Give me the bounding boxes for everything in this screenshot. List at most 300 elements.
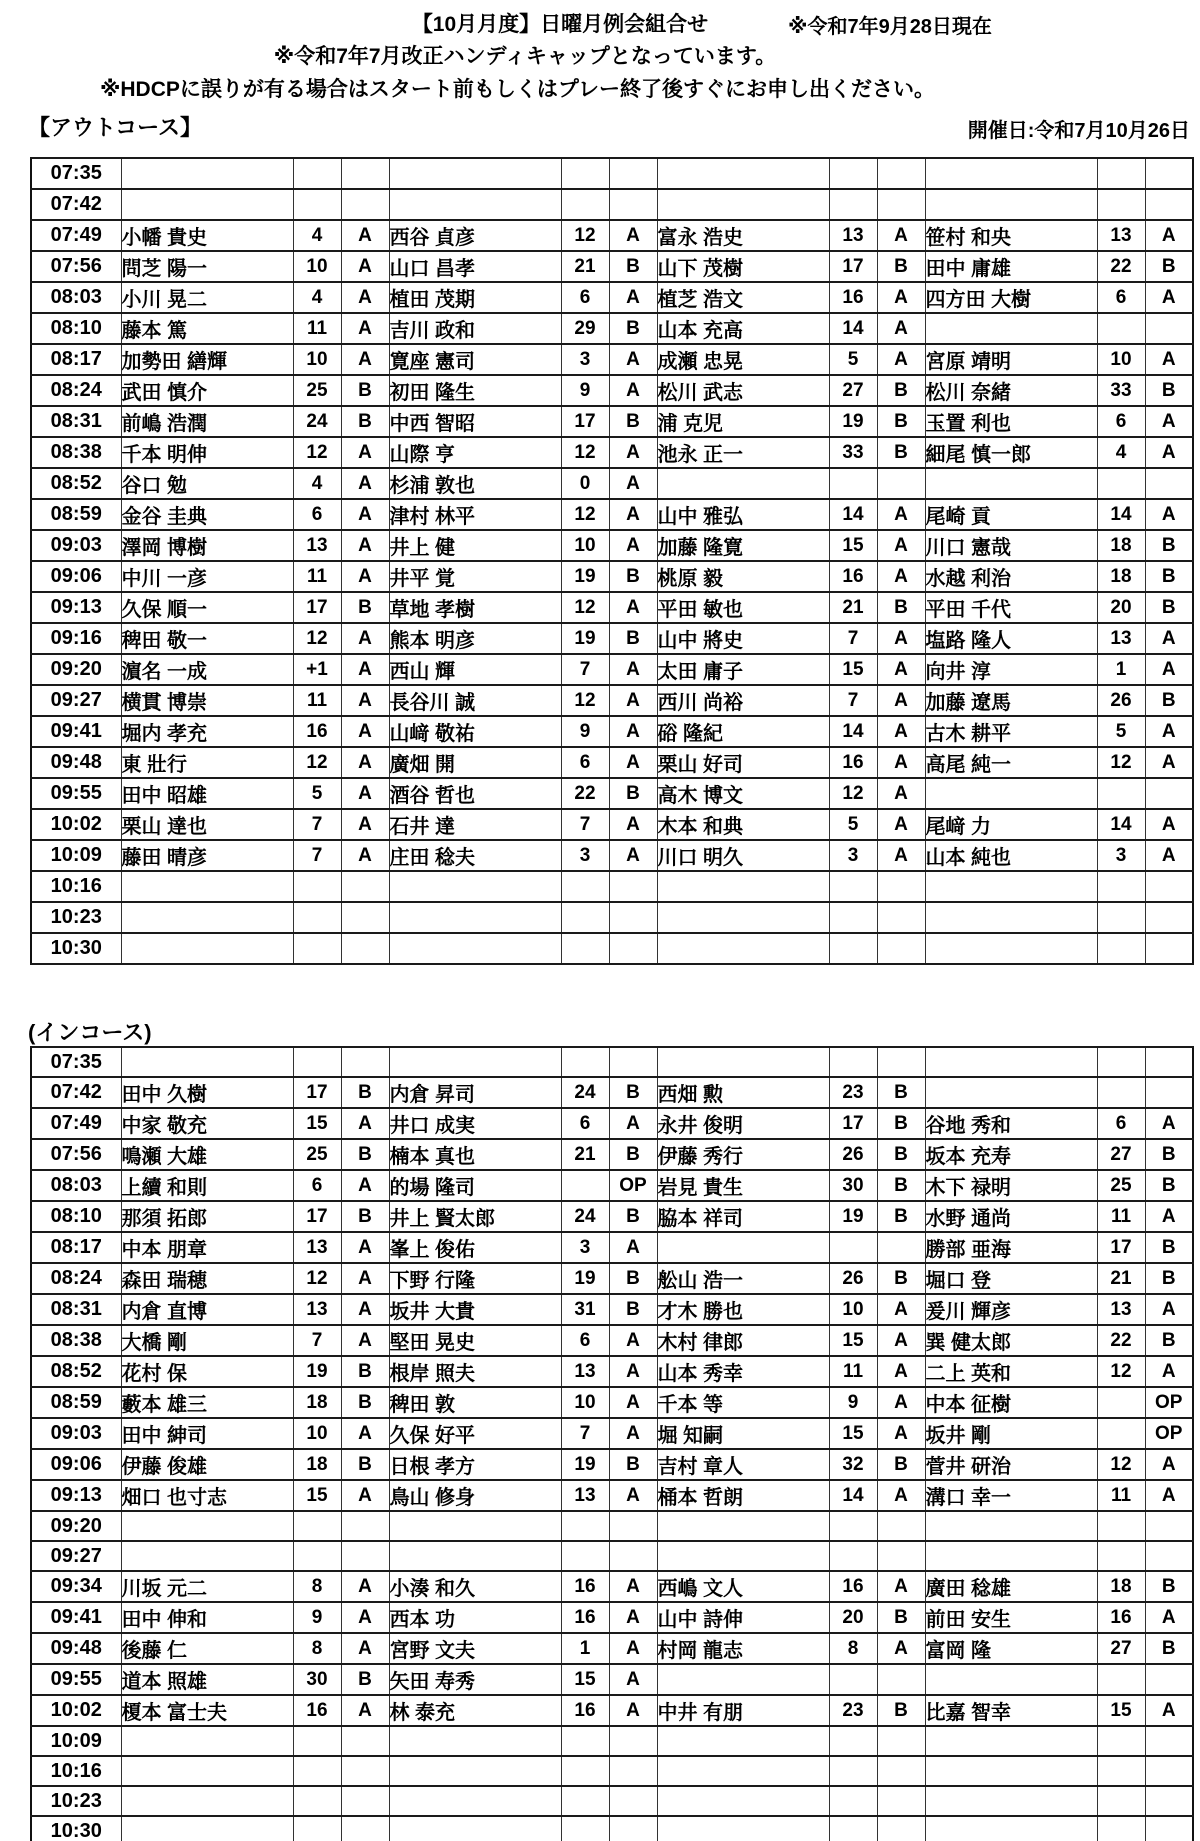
handicap-cell (561, 1726, 609, 1756)
player-name-cell (925, 902, 1097, 933)
handicap-cell: 6 (561, 282, 609, 313)
class-cell: A (609, 592, 657, 623)
player-name-cell: 加勢田 繕輝 (121, 344, 293, 375)
tee-time-cell: 08:03 (31, 1170, 121, 1201)
player-name-cell (657, 871, 829, 902)
tee-time-cell: 09:27 (31, 685, 121, 716)
player-name-cell (389, 902, 561, 933)
handicap-cell: 25 (293, 1139, 341, 1170)
player-name-cell (925, 1077, 1097, 1108)
handicap-cell: 11 (293, 561, 341, 592)
handicap-cell (1097, 1756, 1145, 1786)
player-name-cell (657, 933, 829, 964)
handicap-cell (1097, 871, 1145, 902)
handicap-cell: 26 (829, 1139, 877, 1170)
class-cell: A (341, 468, 389, 499)
handicap-cell: 15 (829, 530, 877, 561)
handicap-cell: 30 (829, 1170, 877, 1201)
player-name-cell: 二上 英和 (925, 1356, 1097, 1387)
handicap-cell: 19 (561, 561, 609, 592)
class-cell: A (341, 251, 389, 282)
handicap-cell: 9 (561, 716, 609, 747)
handicap-cell (561, 1816, 609, 1841)
tee-time-cell: 09:48 (31, 747, 121, 778)
handicap-cell: 15 (1097, 1695, 1145, 1726)
class-cell: A (341, 437, 389, 468)
class-cell: A (877, 1571, 925, 1602)
player-name-cell: 庄田 稔夫 (389, 840, 561, 871)
handicap-cell: 18 (1097, 561, 1145, 592)
class-cell: A (1145, 1201, 1193, 1232)
table-row (31, 1756, 1193, 1786)
handicap-cell (829, 1816, 877, 1841)
handicap-cell: 15 (829, 654, 877, 685)
class-cell (609, 1726, 657, 1756)
handicap-cell: 7 (293, 1325, 341, 1356)
class-cell: B (1145, 1325, 1193, 1356)
class-cell: A (341, 1294, 389, 1325)
handicap-cell (293, 1816, 341, 1841)
class-cell (1145, 189, 1193, 220)
class-cell: A (341, 1108, 389, 1139)
handicap-cell: 3 (829, 840, 877, 871)
player-name-cell: 吉川 政和 (389, 313, 561, 344)
tee-time-cell: 07:42 (31, 189, 121, 220)
player-name-cell: 井上 賢太郎 (389, 1201, 561, 1232)
player-name-cell: 東 壯行 (121, 747, 293, 778)
handicap-cell (1097, 1077, 1145, 1108)
handicap-cell: 11 (1097, 1480, 1145, 1511)
class-cell (609, 189, 657, 220)
class-cell (877, 1726, 925, 1756)
class-cell: A (609, 1356, 657, 1387)
table-row (31, 1232, 1193, 1263)
player-name-cell: 千本 等 (657, 1387, 829, 1418)
player-name-cell (389, 158, 561, 189)
player-name-cell: 坂井 剛 (925, 1418, 1097, 1449)
player-name-cell (121, 189, 293, 220)
player-name-cell: 稗田 敬一 (121, 623, 293, 654)
player-name-cell: 根岸 照夫 (389, 1356, 561, 1387)
class-cell (877, 1511, 925, 1541)
class-cell: A (341, 716, 389, 747)
class-cell: B (341, 1139, 389, 1170)
table-row (31, 747, 1193, 778)
table-row (31, 1511, 1193, 1541)
player-name-cell: 桃原 毅 (657, 561, 829, 592)
handicap-cell: 21 (1097, 1263, 1145, 1294)
handicap-cell (1097, 313, 1145, 344)
player-name-cell (657, 1786, 829, 1816)
class-cell (1145, 1664, 1193, 1695)
player-name-cell (925, 933, 1097, 964)
handicap-cell: 12 (1097, 1356, 1145, 1387)
tee-time-cell: 09:20 (31, 654, 121, 685)
table-row (31, 778, 1193, 809)
handicap-cell (829, 933, 877, 964)
player-name-cell (925, 1726, 1097, 1756)
player-name-cell (657, 1664, 829, 1695)
handicap-cell: 16 (561, 1695, 609, 1726)
class-cell: A (609, 654, 657, 685)
handicap-cell: 15 (293, 1108, 341, 1139)
handicap-cell: 8 (293, 1571, 341, 1602)
table-row (31, 1726, 1193, 1756)
class-cell (877, 1541, 925, 1571)
class-cell (877, 871, 925, 902)
handicap-cell: 6 (561, 747, 609, 778)
table-row (31, 1356, 1193, 1387)
class-cell: A (609, 220, 657, 251)
class-cell (1145, 1077, 1193, 1108)
player-name-cell (657, 1726, 829, 1756)
player-name-cell (389, 1541, 561, 1571)
player-name-cell: 菅井 研治 (925, 1449, 1097, 1480)
class-cell: B (1145, 375, 1193, 406)
handicap-cell (829, 1664, 877, 1695)
class-cell: A (609, 716, 657, 747)
class-cell: A (1145, 1695, 1193, 1726)
class-cell: A (609, 1571, 657, 1602)
handicap-cell: 6 (293, 1170, 341, 1201)
table-row (31, 1695, 1193, 1726)
player-name-cell: 稗田 敦 (389, 1387, 561, 1418)
player-name-cell: 巽 健太郎 (925, 1325, 1097, 1356)
handicap-cell: 11 (1097, 1201, 1145, 1232)
class-cell (877, 902, 925, 933)
class-cell (609, 902, 657, 933)
class-cell: A (877, 685, 925, 716)
player-name-cell: 寛座 憲司 (389, 344, 561, 375)
handicap-cell: 11 (293, 685, 341, 716)
class-cell: A (877, 220, 925, 251)
class-cell: A (341, 1480, 389, 1511)
player-name-cell: 大橋 剛 (121, 1325, 293, 1356)
class-cell (877, 1756, 925, 1786)
class-cell: A (877, 778, 925, 809)
class-cell: B (341, 1449, 389, 1480)
tee-time-cell: 09:06 (31, 561, 121, 592)
handicap-cell: 6 (1097, 1108, 1145, 1139)
tee-time-cell: 08:31 (31, 406, 121, 437)
handicap-cell: 18 (293, 1449, 341, 1480)
table-row (31, 1418, 1193, 1449)
handicap-cell: 24 (293, 406, 341, 437)
class-cell (1145, 902, 1193, 933)
tee-time-cell: 07:35 (31, 158, 121, 189)
handicap-cell: 9 (561, 375, 609, 406)
player-name-cell: 峯上 俊佑 (389, 1232, 561, 1263)
handicap-cell: 13 (1097, 220, 1145, 251)
handicap-cell: 12 (561, 220, 609, 251)
player-name-cell: 平田 千代 (925, 592, 1097, 623)
player-name-cell: 浦 克児 (657, 406, 829, 437)
player-name-cell: 後藤 仁 (121, 1633, 293, 1664)
player-name-cell: 加藤 遼馬 (925, 685, 1097, 716)
player-name-cell: 高木 博文 (657, 778, 829, 809)
tee-time-cell: 08:38 (31, 437, 121, 468)
class-cell (877, 1786, 925, 1816)
tee-time-cell: 09:41 (31, 716, 121, 747)
handicap-cell: 11 (293, 313, 341, 344)
class-cell: B (341, 1387, 389, 1418)
player-name-cell: 森田 瑞穂 (121, 1263, 293, 1294)
as-of-date-note: ※令和7年9月28日現在 (788, 16, 992, 38)
player-name-cell (657, 189, 829, 220)
table-row (31, 716, 1193, 747)
class-cell: A (609, 1325, 657, 1356)
class-cell: A (877, 561, 925, 592)
class-cell (877, 1047, 925, 1077)
player-name-cell: 山下 茂樹 (657, 251, 829, 282)
player-name-cell: 舩山 浩一 (657, 1263, 829, 1294)
class-cell: B (609, 1139, 657, 1170)
player-name-cell (925, 1756, 1097, 1786)
player-name-cell (657, 1756, 829, 1786)
player-name-cell: 水野 通尚 (925, 1201, 1097, 1232)
class-cell: A (1145, 344, 1193, 375)
player-name-cell: 長谷川 誠 (389, 685, 561, 716)
handicap-cell: 7 (561, 1418, 609, 1449)
table-row (31, 1816, 1193, 1841)
handicap-cell: 22 (1097, 251, 1145, 282)
tee-time-cell: 10:23 (31, 902, 121, 933)
class-cell: B (1145, 251, 1193, 282)
class-cell: A (341, 1695, 389, 1726)
class-cell: A (341, 313, 389, 344)
handicap-cell (293, 1786, 341, 1816)
handicap-cell (829, 189, 877, 220)
class-cell: B (877, 1263, 925, 1294)
class-cell: A (609, 685, 657, 716)
handicap-cell: 8 (293, 1633, 341, 1664)
class-cell: A (1145, 1602, 1193, 1633)
class-cell (1145, 778, 1193, 809)
class-cell: A (341, 561, 389, 592)
handicap-cell (1097, 1541, 1145, 1571)
handicap-cell: 10 (561, 530, 609, 561)
player-name-cell: 富岡 隆 (925, 1633, 1097, 1664)
player-name-cell (389, 1511, 561, 1541)
class-cell: A (609, 1232, 657, 1263)
player-name-cell: 才木 勝也 (657, 1294, 829, 1325)
handicap-cell: 15 (293, 1480, 341, 1511)
handicap-cell: 19 (561, 623, 609, 654)
player-name-cell: 藤本 篤 (121, 313, 293, 344)
player-name-cell: 伊藤 俊雄 (121, 1449, 293, 1480)
class-cell: A (1145, 654, 1193, 685)
tee-time-cell: 08:52 (31, 1356, 121, 1387)
class-cell (341, 1047, 389, 1077)
handicap-cell: 3 (561, 840, 609, 871)
class-cell: A (1145, 437, 1193, 468)
handicap-cell: 14 (829, 499, 877, 530)
class-cell: OP (1145, 1418, 1193, 1449)
player-name-cell: 堀 知嗣 (657, 1418, 829, 1449)
handicap-cell (1097, 1816, 1145, 1841)
handicap-cell: 27 (829, 375, 877, 406)
player-name-cell: 初田 隆生 (389, 375, 561, 406)
tee-time-cell: 07:42 (31, 1077, 121, 1108)
class-cell (1145, 313, 1193, 344)
tee-time-cell: 09:03 (31, 1418, 121, 1449)
class-cell (1145, 1756, 1193, 1786)
class-cell: B (877, 1077, 925, 1108)
player-name-cell: 石井 達 (389, 809, 561, 840)
class-cell: A (609, 840, 657, 871)
class-cell: B (877, 1139, 925, 1170)
handicap-cell: 19 (561, 1449, 609, 1480)
class-cell: A (609, 809, 657, 840)
class-cell: A (609, 1480, 657, 1511)
handicap-cell (829, 871, 877, 902)
class-cell (341, 189, 389, 220)
out-course-table (30, 157, 1194, 965)
class-cell: A (609, 344, 657, 375)
handicap-cell: 12 (293, 747, 341, 778)
player-name-cell: 谷口 勉 (121, 468, 293, 499)
class-cell: A (877, 809, 925, 840)
handicap-cell: 24 (561, 1201, 609, 1232)
player-name-cell: 日根 孝方 (389, 1449, 561, 1480)
tee-time-cell: 10:09 (31, 840, 121, 871)
table-row (31, 499, 1193, 530)
class-cell: B (1145, 1571, 1193, 1602)
table-row (31, 344, 1193, 375)
player-name-cell: 西嶋 文人 (657, 1571, 829, 1602)
class-cell (609, 1511, 657, 1541)
class-cell (609, 1541, 657, 1571)
player-name-cell: 藤田 晴彦 (121, 840, 293, 871)
handicap-cell: 10 (561, 1387, 609, 1418)
handicap-cell (1097, 1726, 1145, 1756)
class-cell (877, 158, 925, 189)
table-row (31, 933, 1193, 964)
class-cell: A (1145, 747, 1193, 778)
player-name-cell: 花村 保 (121, 1356, 293, 1387)
class-cell: A (341, 1633, 389, 1664)
player-name-cell: 西本 功 (389, 1602, 561, 1633)
class-cell (609, 1786, 657, 1816)
player-name-cell: 永井 俊明 (657, 1108, 829, 1139)
handicap-cell: 25 (1097, 1170, 1145, 1201)
player-name-cell: 山中 將史 (657, 623, 829, 654)
handicap-cell: 6 (293, 499, 341, 530)
handicap-cell: 17 (561, 406, 609, 437)
class-cell: A (609, 1387, 657, 1418)
handicap-cell: 21 (561, 1139, 609, 1170)
class-cell: B (877, 437, 925, 468)
handicap-cell (561, 902, 609, 933)
page-title: 【10月月度】日曜月例会組合せ (411, 13, 709, 36)
class-cell: A (1145, 406, 1193, 437)
class-cell (1145, 1816, 1193, 1841)
class-cell: B (609, 1077, 657, 1108)
handicap-cell: 16 (561, 1571, 609, 1602)
class-cell: A (609, 1633, 657, 1664)
player-name-cell: 榎本 富士夫 (121, 1695, 293, 1726)
player-name-cell: 溝口 幸一 (925, 1480, 1097, 1511)
player-name-cell (657, 1541, 829, 1571)
table-row (31, 1108, 1193, 1139)
player-name-cell (121, 1541, 293, 1571)
tee-time-cell: 07:56 (31, 1139, 121, 1170)
handicap-cell (561, 1170, 609, 1201)
player-name-cell: 久保 好平 (389, 1418, 561, 1449)
player-name-cell: 中本 朋章 (121, 1232, 293, 1263)
handicap-cell (829, 1756, 877, 1786)
class-cell: B (877, 1170, 925, 1201)
handicap-cell: 13 (829, 220, 877, 251)
player-name-cell: 坂井 大貴 (389, 1294, 561, 1325)
handicap-cell (829, 1511, 877, 1541)
class-cell: OP (1145, 1387, 1193, 1418)
class-cell: B (877, 1602, 925, 1633)
table-row (31, 189, 1193, 220)
player-name-cell: 津村 林平 (389, 499, 561, 530)
tee-time-cell: 09:27 (31, 1541, 121, 1571)
player-name-cell: 楠本 真也 (389, 1139, 561, 1170)
handicap-cell (561, 158, 609, 189)
player-name-cell: 笹村 和央 (925, 220, 1097, 251)
class-cell: A (1145, 716, 1193, 747)
class-cell (609, 1047, 657, 1077)
handicap-cell: 22 (561, 778, 609, 809)
player-name-cell: 山本 純也 (925, 840, 1097, 871)
class-cell: B (1145, 1139, 1193, 1170)
tee-time-cell: 08:03 (31, 282, 121, 313)
handicap-cell: 22 (1097, 1325, 1145, 1356)
player-name-cell: 富永 浩史 (657, 220, 829, 251)
player-name-cell: 武田 慎介 (121, 375, 293, 406)
player-name-cell (121, 902, 293, 933)
handicap-cell (1097, 189, 1145, 220)
player-name-cell: 塩路 隆人 (925, 623, 1097, 654)
player-name-cell: 西畑 勲 (657, 1077, 829, 1108)
player-name-cell: 田中 久樹 (121, 1077, 293, 1108)
handicap-cell: 13 (293, 1232, 341, 1263)
class-cell (341, 902, 389, 933)
player-name-cell: 杉浦 敦也 (389, 468, 561, 499)
handicap-cell: 15 (829, 1325, 877, 1356)
in-course-section-label: (インコース) (28, 1020, 152, 1045)
handicap-cell: 7 (561, 809, 609, 840)
handicap-cell: 5 (829, 344, 877, 375)
class-cell (1145, 1541, 1193, 1571)
player-name-cell: 小川 晃二 (121, 282, 293, 313)
handicap-cell: 13 (293, 1294, 341, 1325)
player-name-cell: 前嶋 浩潤 (121, 406, 293, 437)
class-cell: B (609, 406, 657, 437)
handicap-cell: 10 (293, 1418, 341, 1449)
handicap-cell: 17 (1097, 1232, 1145, 1263)
player-name-cell (925, 189, 1097, 220)
player-name-cell: 池永 正一 (657, 437, 829, 468)
handicap-cell: 10 (829, 1294, 877, 1325)
handicap-cell: 12 (829, 778, 877, 809)
player-name-cell: 四方田 大樹 (925, 282, 1097, 313)
out-course-section-label: 【アウトコース】 (28, 115, 203, 140)
handicap-cell: 12 (561, 592, 609, 623)
player-name-cell: 吉村 章人 (657, 1449, 829, 1480)
class-cell: A (1145, 1108, 1193, 1139)
class-cell: B (341, 406, 389, 437)
class-cell: A (341, 344, 389, 375)
handicap-cell: 19 (561, 1263, 609, 1294)
class-cell: B (341, 1356, 389, 1387)
class-cell: B (341, 375, 389, 406)
class-cell: A (877, 623, 925, 654)
